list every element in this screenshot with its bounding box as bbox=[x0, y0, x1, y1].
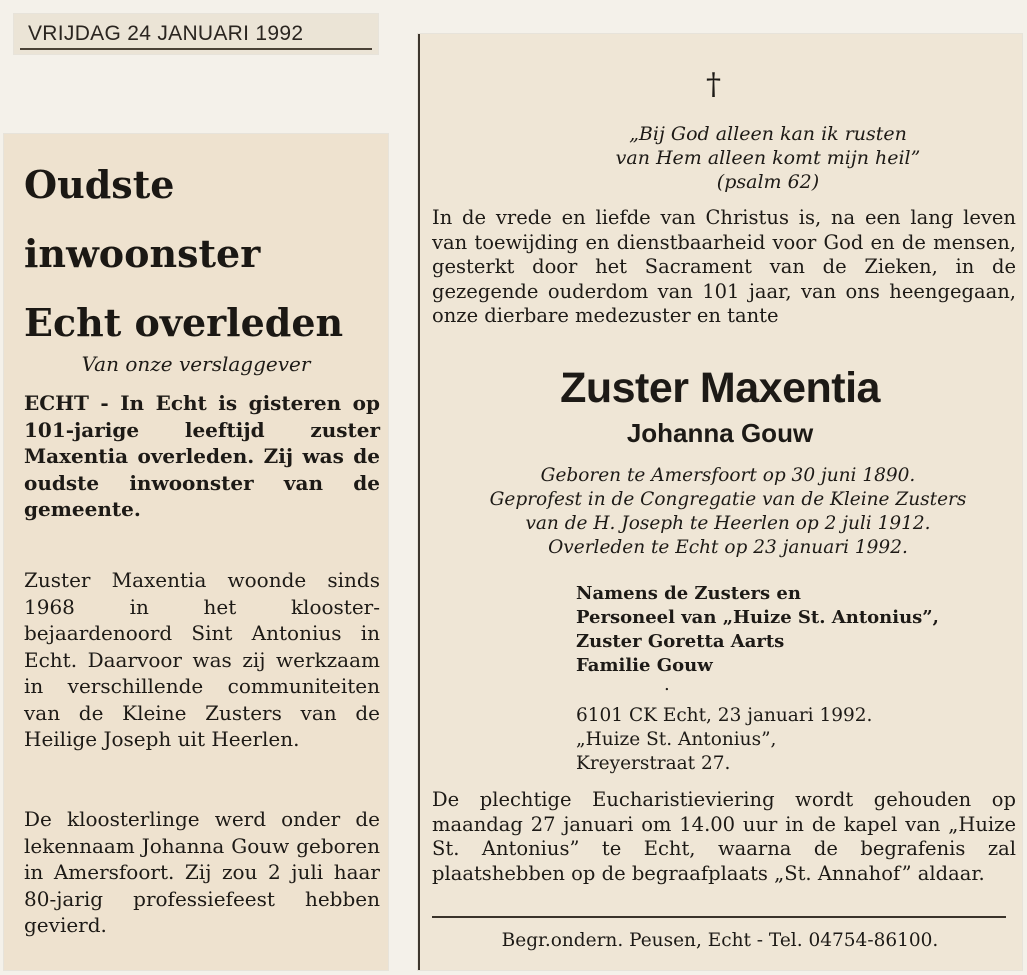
quote-source: (psalm 62) bbox=[716, 171, 820, 193]
footer-rule bbox=[432, 916, 1006, 918]
quote-line: „Bij God alleen kan ik rusten bbox=[629, 123, 907, 145]
date-line: van de H. Joseph te Heerlen op 2 juli 1912. bbox=[525, 513, 931, 534]
notice-border bbox=[418, 34, 420, 970]
undertaker-footer: Begr.ondern. Peusen, Echt - Tel. 04754-86100. bbox=[501, 930, 939, 951]
article-lead: ECHT - In Echt is gisteren op 101-jarige leeftijd zuster Maxentia overleden. Zij was de oudste inwoonster van de gemeente. bbox=[24, 391, 380, 521]
signer-line: Namens de Zusters en bbox=[576, 583, 801, 604]
date-line: Overleden te Echt op 23 januari 1992. bbox=[548, 537, 908, 558]
separator-dot: . bbox=[664, 674, 670, 695]
headline-line: Echt overleden bbox=[24, 300, 344, 345]
news-article bbox=[4, 134, 388, 970]
life-dates bbox=[448, 464, 1008, 560]
signer-line: Zuster Goretta Aarts bbox=[576, 631, 785, 652]
notice-signers bbox=[576, 582, 1016, 678]
notice-intro: In de vrede en liefde van Christus is, na een lang leven van toewijding en dienstbaarheid voor God en de mensen, gesterkt door het Sacrament van de Zieken, in de gezegende ouderdom van 101 jaar, van ons heengegaan, onze dierbare medezuster en tante bbox=[432, 206, 1016, 327]
signer-line: Personeel van „Huize St. Antonius”, bbox=[576, 607, 939, 628]
death-notice bbox=[418, 34, 1022, 970]
article-paragraph: Zuster Maxentia woonde sinds 1968 in het klooster-bejaardenoord Sint Antonius in Echt. Daarvoor was zij werkzaam in verschillende communiteiten van de Kleine Zusters van de Heilige Joseph uit Heerlen. bbox=[24, 568, 380, 751]
newspaper-date: VRIJDAG 24 JANUARI 1992 bbox=[28, 22, 304, 45]
notice-address bbox=[576, 704, 1016, 776]
notice-quote bbox=[548, 122, 988, 194]
headline-line: Oudste bbox=[24, 162, 175, 207]
headline-line: inwoonster bbox=[24, 231, 261, 276]
date-clipping bbox=[14, 14, 378, 54]
article-paragraph: De kloosterlinge werd onder de lekennaam Johanna Gouw geboren in Amersfoort. Zij zou 2 juli haar 80-jarig professiefeest hebben gevierd. bbox=[24, 807, 380, 937]
deceased-name: Zuster Maxentia bbox=[560, 364, 880, 412]
date-line: Geprofest in de Congregatie van de Kleine Zusters bbox=[489, 489, 967, 510]
service-details: De plechtige Eucharistieviering wordt gehouden op maandag 27 januari om 14.00 uur in de kapel van „Huize St. Antonius” te Echt, waarna de begrafenis zal plaatshebben op de begraafplaats „St. Annahof” aldaar. bbox=[432, 788, 1016, 885]
article-byline: Van onze verslaggever bbox=[81, 352, 311, 376]
date-rule bbox=[20, 48, 372, 50]
article-headline bbox=[24, 150, 384, 357]
address-line: Kreyerstraat 27. bbox=[576, 753, 731, 774]
deceased-civil-name: Johanna Gouw bbox=[626, 418, 814, 448]
signer-line: Familie Gouw bbox=[576, 655, 713, 676]
date-line: Geboren te Amersfoort op 30 juni 1890. bbox=[540, 465, 916, 486]
address-line: 6101 CK Echt, 23 januari 1992. bbox=[576, 705, 873, 726]
cross-icon: † bbox=[706, 67, 721, 102]
address-line: „Huize St. Antonius”, bbox=[576, 729, 777, 750]
quote-line: van Hem alleen komt mijn heil” bbox=[615, 147, 921, 169]
